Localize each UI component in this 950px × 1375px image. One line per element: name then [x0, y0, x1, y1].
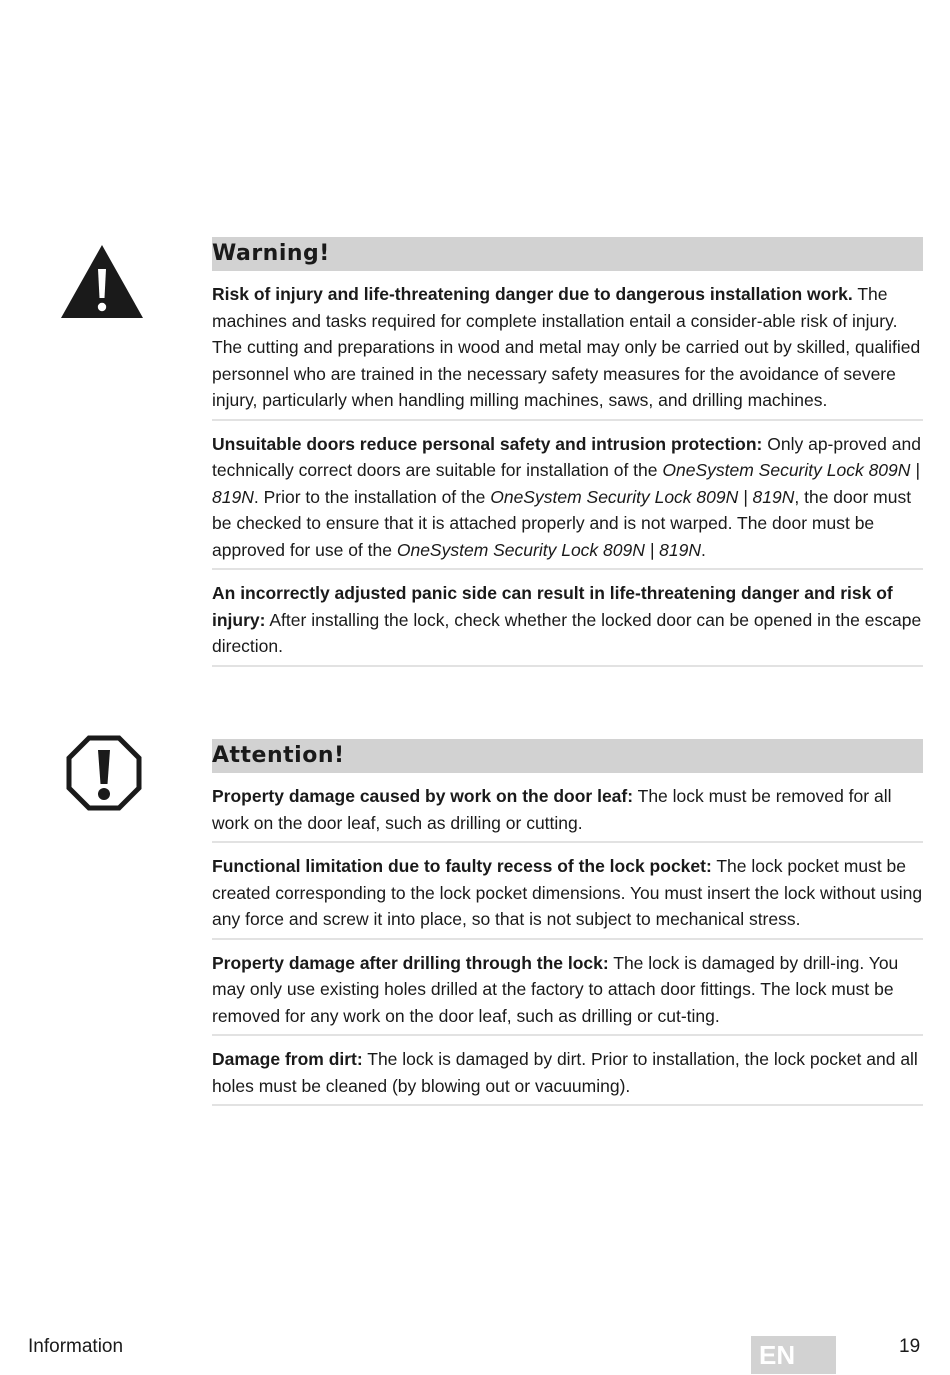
paragraph-text: The lock pocket must be created corresponding to the lock pocket dimensions. You must insert the lock without using any force and screw it into place, so that is not subject to mechanical stress. [212, 856, 923, 929]
attention-content [212, 739, 923, 1116]
attention-heading: Attention! [212, 739, 923, 773]
paragraph-text: The lock is damaged by drill-ing. You may only use existing holes drilled at the factory to attach door fittings. The lock must be removed for any work on the door leaf, such as drilling or cut-ting. [212, 952, 899, 1026]
warning-paragraphs [212, 281, 923, 667]
attention-paragraphs [212, 783, 923, 1106]
warning-heading: Warning! [212, 237, 923, 271]
paragraph-text: The lock must be removed for all work on the door leaf, such as drilling or cutting. [212, 786, 892, 833]
octagon-exclamation-icon [66, 735, 142, 816]
paragraph-lead: Risk of injury and life-threatening danger due to dangerous installation work. [212, 284, 853, 304]
attention-paragraph [212, 950, 923, 1037]
attention-paragraph [212, 1046, 923, 1106]
paragraph-text: Only ap-proved and technically correct doors are suitable for installation of the [212, 433, 921, 480]
product-name: OneSystem Security Lock 809N | 819N [490, 486, 795, 507]
paragraph-text: . Prior to the installation of the [253, 486, 491, 507]
paragraph-text: The machines and tasks required for complete installation entail a consider-able risk of injury. The cutting and preparations in wood and metal may only be carried out by skilled, qualified personnel who are trained in the necessary safety measures for the avoidance of severe injury, particularly when handling milling machines, saws, and drilling machines. [212, 284, 921, 410]
product-name: OneSystem Security Lock 809N | 819N [396, 539, 701, 560]
paragraph-lead: Unsuitable doors reduce personal safety and intrusion protection: [212, 433, 763, 454]
paragraph-lead: An incorrectly adjusted panic side can result in life-threatening danger and risk of injury: [212, 583, 893, 630]
footer-section-label: Information [28, 1336, 124, 1357]
page-number: 19 [899, 1336, 921, 1357]
paragraph-lead: Property damage caused by work on the door leaf: [212, 786, 634, 806]
warning-paragraph [212, 431, 923, 571]
paragraph-lead: Property damage after drilling through the lock: [212, 952, 609, 973]
language-badge: EN [751, 1336, 836, 1374]
attention-paragraph [212, 783, 923, 843]
paragraph-text: . [700, 539, 706, 560]
warning-content [212, 237, 923, 677]
paragraph-text: , the door must be checked to ensure that it is attached properly and is not warped. The door must be approved for use of the [212, 486, 912, 560]
paragraph-lead: Damage from dirt: [212, 1049, 363, 1069]
warning-triangle-icon [60, 243, 144, 324]
warning-paragraph [212, 580, 923, 667]
paragraph-lead: Functional limitation due to faulty recess of the lock pocket: [212, 856, 712, 876]
warning-paragraph [212, 281, 923, 421]
attention-paragraph [212, 853, 923, 940]
paragraph-text: The lock is damaged by dirt. Prior to installation, the lock pocket and all holes must be cleaned (by blowing out or vacuuming). [212, 1049, 918, 1096]
paragraph-text: After installing the lock, check whether the locked door can be opened in the escape direction. [212, 609, 922, 656]
product-name: OneSystem Security Lock 809N | 819N [212, 460, 920, 507]
